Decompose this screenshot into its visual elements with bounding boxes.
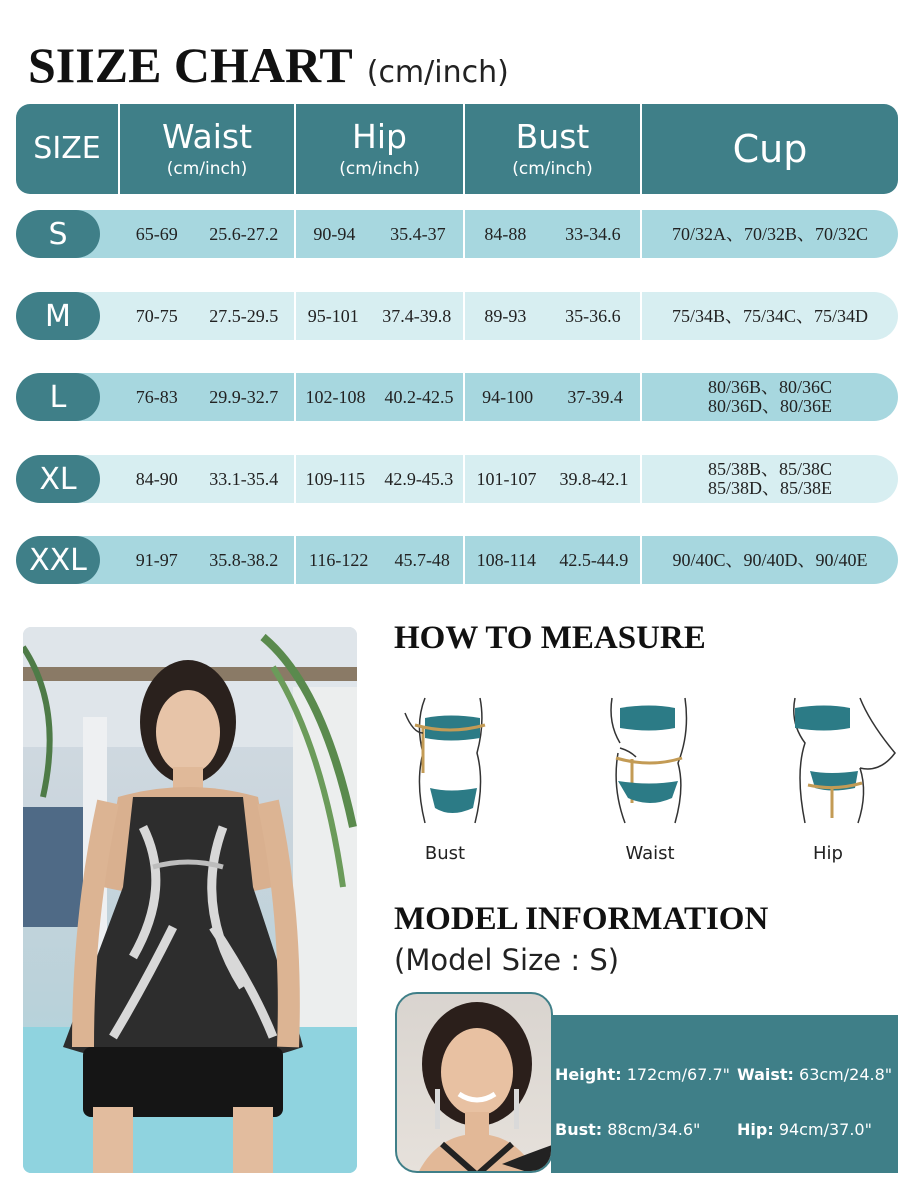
waist-measure-icon [590,693,710,833]
cup-cell: 85/38B、85/38C 85/38D、85/38E [707,459,832,498]
size-row-xl [16,455,898,503]
title-unit: (cm/inch) [366,55,509,90]
size-pill: L [16,373,100,421]
cup-cell: 75/34B、75/34C、75/34D [671,305,868,326]
hip-cell: 95-101 37.4-39.8 [296,292,465,340]
header-hip: Hip (cm/inch) [296,104,465,194]
model-hip: Hip: 94cm/37.0" [737,1120,872,1139]
waist-label: Waist [625,843,675,864]
model-measurements-box [551,1015,898,1173]
hip-label: Hip [813,843,843,864]
size-row-s [16,210,898,258]
bust-label: Bust [424,843,466,864]
how-to-measure-title: HOW TO MEASURE [394,620,706,656]
header-waist: Waist (cm/inch) [120,104,296,194]
bust-cell: 89-93 35-36.6 [465,292,642,340]
title-main: SIIZE CHART [28,37,353,93]
size-table-header [16,104,898,194]
waist-cell: 70-75 27.5-29.5 [120,292,296,340]
model-height: Height: 172cm/67.7" [555,1065,731,1084]
bust-cell: 108-114 42.5-44.9 [465,536,642,584]
hip-cell: 109-115 42.9-45.3 [296,455,465,503]
bust-cell: 84-88 33-34.6 [465,210,642,258]
model-portrait [395,992,553,1173]
header-bust: Bust (cm/inch) [465,104,642,194]
hip-cell: 102-108 40.2-42.5 [296,373,465,421]
size-pill: M [16,292,100,340]
hip-cell: 90-94 35.4-37 [296,210,465,258]
cup-cell: 90/40C、90/40D、90/40E [672,549,868,570]
bust-measure-icon [385,693,505,833]
header-size: SIZE [16,104,120,194]
model-info-title: MODEL INFORMATION [394,901,769,937]
bust-cell: 94-100 37-39.4 [465,373,642,421]
size-row-xxl [16,536,898,584]
waist-cell: 84-90 33.1-35.4 [120,455,296,503]
bust-cell: 101-107 39.8-42.1 [465,455,642,503]
model-portrait-illustration [397,994,553,1173]
page-title [28,36,509,94]
size-pill: XL [16,455,100,503]
size-pill: XXL [16,536,100,584]
model-photo-illustration [23,627,357,1173]
cup-cell: 70/32A、70/32B、70/32C [671,223,868,244]
size-row-m [16,292,898,340]
waist-cell: 76-83 29.9-32.7 [120,373,296,421]
size-row-l [16,373,898,421]
hip-measure-icon [780,693,900,833]
waist-cell: 65-69 25.6-27.2 [120,210,296,258]
hip-cell: 116-122 45.7-48 [296,536,465,584]
model-photo [23,627,357,1173]
header-cup: Cup [732,127,808,171]
model-waist: Waist: 63cm/24.8" [737,1065,893,1084]
cup-cell: 80/36B、80/36C 80/36D、80/36E [707,377,832,416]
size-pill: S [16,210,100,258]
waist-cell: 91-97 35.8-38.2 [120,536,296,584]
model-bust: Bust: 88cm/34.6" [555,1120,701,1139]
model-size: (Model Size : S) [394,943,620,977]
